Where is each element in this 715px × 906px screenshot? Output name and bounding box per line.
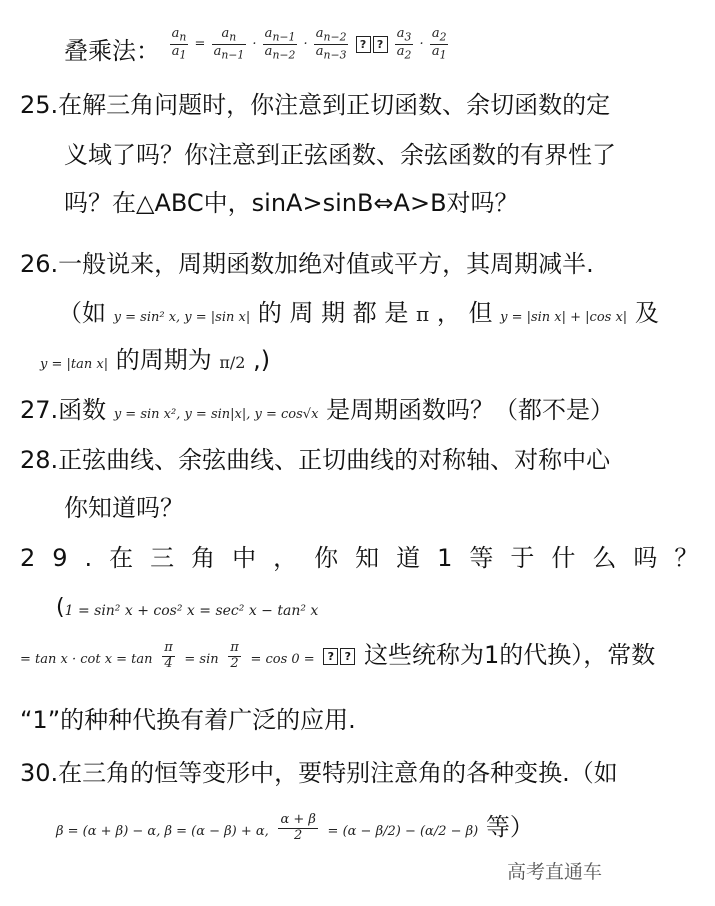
item26-pi: π <box>416 302 430 326</box>
alpha-beta-frac: $\frac{\alpha + \beta}{2}$ <box>280 812 316 843</box>
item30-formula-b: = (α − β/2) − (α/2 − β) <box>327 824 479 839</box>
placeholder-box-icon: ? <box>323 648 338 665</box>
item29-formula1: 1 = sin² x + cos² x = sec² x − tan² x <box>64 603 319 619</box>
item27-prefix: 27.函数 <box>20 396 107 424</box>
item26-tail: 及 <box>634 299 659 327</box>
item25-line3: 吗？在△ABC中，sinA>sinB⇔A>B对吗？ <box>64 189 519 217</box>
item26-end: 的周期为 <box>115 346 212 374</box>
item27-suffix: 是周期函数吗？（都不是） <box>326 396 615 424</box>
item26-line3 <box>40 345 270 380</box>
item26-formula2: y = |sin x| + |cos x| <box>500 310 628 325</box>
item28-line1: 28.正弦曲线、余弦曲线、正切曲线的对称轴、对称中心 <box>20 446 611 474</box>
item27-formula: y = sin x², y = sin|x|, y = cos√x <box>113 407 319 422</box>
item29-formula2a: = tan x · cot x = tan <box>20 652 153 667</box>
item29-formula2c: = cos 0 = <box>250 652 315 667</box>
item30-tail: 等） <box>485 813 534 841</box>
open-paren: ( <box>56 595 65 620</box>
item30-formula-a: β = (α + β) − α, β = (α − β) + α, <box>56 824 269 839</box>
product-formula: $\frac{a_n}{a_1}$ = $\frac{a_n}{a_{n-1}}$ · $\frac{a_{n-1}}{a_{n-2}}$ · $\frac{a_{n-2}}{a_{n-3}}$ ? ? $\frac{a_3}{a_2}$ · $\frac{a_2}{a_1}$ <box>171 26 447 62</box>
item26-open: （如 <box>58 299 106 327</box>
method-row <box>64 22 450 72</box>
item25-line1: 25.在解三角问题时，你注意到正切函数、余切函数的定 <box>20 91 611 119</box>
item25-line2: 义域了吗？你注意到正弦函数、余弦函数的有界性了 <box>64 141 616 169</box>
item30-line1: 30.在三角的恒等变形中，要特别注意角的各种变换.（如 <box>20 759 618 787</box>
placeholder-box-icon: ? <box>340 648 355 665</box>
pi-over-4: $\frac{\pi}{4}$ <box>164 640 173 671</box>
item27-line <box>20 395 614 430</box>
item28-line2: 你知道吗？ <box>64 494 184 522</box>
item29-formula1-row <box>56 592 318 626</box>
item29-formula2-row <box>20 640 655 680</box>
watermark: 高考直通车 <box>506 861 602 883</box>
item29-line3: “1”的种种代换有着广泛的应用. <box>20 706 356 734</box>
item26-mid2: ， 但 <box>436 299 493 327</box>
item29-line1: 29.在三角中，你知道1等于什么吗？ <box>20 544 715 572</box>
item26-formula1: y = sin² x, y = |sin x| <box>113 310 251 325</box>
item26-line1: 26.一般说来，周期函数加绝对值或平方，其周期减半. <box>20 250 594 278</box>
item26-mid1: 的 周 期 都 是 <box>257 299 409 327</box>
item26-end2: ,) <box>253 346 271 374</box>
placeholder-box-icon: ? <box>356 36 371 53</box>
method-label: 叠乘法： <box>64 37 160 65</box>
item30-formula-row <box>56 812 534 862</box>
item29-tail: 这些统称为1的代换），常数 <box>363 641 656 669</box>
item29-formula2b: = sin <box>184 652 219 667</box>
item26-formula3: y = |tan x| <box>40 357 109 372</box>
item26-frac: π/2 <box>219 353 246 372</box>
placeholder-box-icon: ? <box>373 36 388 53</box>
item26-line2 <box>58 298 659 333</box>
pi-over-2: $\frac{\pi}{2}$ <box>230 640 239 671</box>
